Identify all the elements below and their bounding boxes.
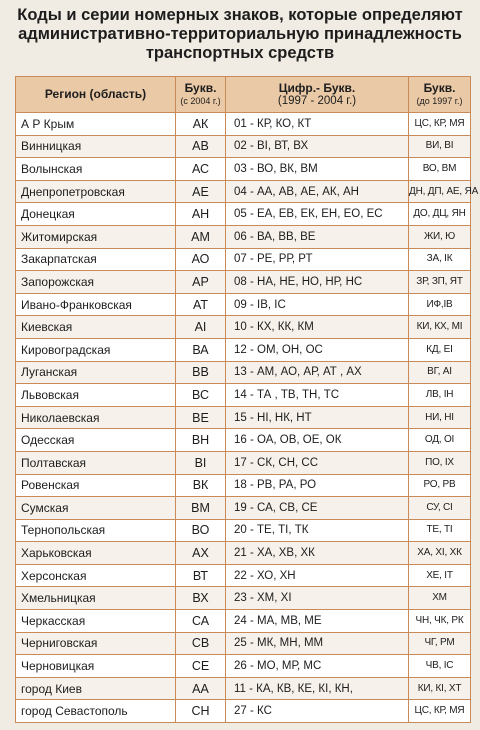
- table-row: [16, 158, 471, 181]
- table-row: [16, 677, 471, 700]
- header-old-sub: (до 1997 г.): [416, 95, 463, 106]
- old-series-cell: ИФ,ІВ: [409, 293, 471, 316]
- code-cell: СВ: [176, 632, 226, 655]
- code-cell: ВЕ: [176, 406, 226, 429]
- series-cell: 15 - НІ, НК, НТ: [226, 406, 409, 429]
- series-cell: 11 - КА, КВ, КЕ, КІ, КН,: [226, 677, 409, 700]
- code-cell: АА: [176, 677, 226, 700]
- table-row: [16, 429, 471, 452]
- table-row: [16, 316, 471, 339]
- title-line-2: административно-территориальную принадлежность: [18, 25, 462, 43]
- region-cell: Донецкая: [16, 203, 176, 226]
- region-cell: Сумская: [16, 497, 176, 520]
- old-series-cell: ЛВ, ІН: [409, 384, 471, 407]
- old-series-cell: СУ, СІ: [409, 497, 471, 520]
- region-cell: Черновицкая: [16, 655, 176, 678]
- code-cell: СА: [176, 610, 226, 633]
- code-cell: СЕ: [176, 655, 226, 678]
- series-cell: 20 - ТЕ, ТІ, ТК: [226, 519, 409, 542]
- header-digit-sub: (1997 - 2004 г.): [277, 94, 357, 107]
- old-series-cell: ВГ, АІ: [409, 361, 471, 384]
- code-cell: СН: [176, 700, 226, 723]
- region-cell: Харьковская: [16, 542, 176, 565]
- table-row: [16, 225, 471, 248]
- header-region: Регион (область): [16, 77, 176, 113]
- old-series-cell: ДН, ДП, АЕ, ЯА: [409, 180, 471, 203]
- old-series-cell: ДО, ДЦ, ЯН: [409, 203, 471, 226]
- code-cell: ВХ: [176, 587, 226, 610]
- code-cell: АВ: [176, 135, 226, 158]
- code-cell: ВО: [176, 519, 226, 542]
- plate-codes-table: [15, 76, 479, 723]
- code-cell: АО: [176, 248, 226, 271]
- series-cell: 12 - ОМ, ОН, ОС: [226, 338, 409, 361]
- region-cell: Ивано-Франковская: [16, 293, 176, 316]
- table-row: [16, 632, 471, 655]
- series-cell: 07 - РЕ, РР, РТ: [226, 248, 409, 271]
- series-cell: 10 - КХ, КК, КМ: [226, 316, 409, 339]
- series-cell: 22 - ХО, ХН: [226, 564, 409, 587]
- series-cell: 02 - ВІ, ВТ, ВХ: [226, 135, 409, 158]
- region-cell: Киевская: [16, 316, 176, 339]
- region-cell: Николаевская: [16, 406, 176, 429]
- page-title: [0, 6, 480, 63]
- region-cell: Днепропетровская: [16, 180, 176, 203]
- old-series-cell: ЖИ, Ю: [409, 225, 471, 248]
- code-cell: ВВ: [176, 361, 226, 384]
- header-old-letters: Букв. (до 1997 г.): [409, 77, 471, 113]
- old-series-cell: КИ, КХ, МІ: [409, 316, 471, 339]
- series-cell: 19 - СА, СВ, СЕ: [226, 497, 409, 520]
- old-series-cell: КД, ЕІ: [409, 338, 471, 361]
- table-row: [16, 271, 471, 294]
- code-cell: ВК: [176, 474, 226, 497]
- table-row: [16, 203, 471, 226]
- code-cell: АР: [176, 271, 226, 294]
- old-series-cell: ЦС, КР, МЯ: [409, 113, 471, 136]
- region-cell: Тернопольская: [16, 519, 176, 542]
- old-series-cell: ВО, ВМ: [409, 158, 471, 181]
- code-cell: ВТ: [176, 564, 226, 587]
- series-cell: 09 - ІВ, ІС: [226, 293, 409, 316]
- old-series-cell: ПО, ІХ: [409, 451, 471, 474]
- table-row: [16, 519, 471, 542]
- series-cell: 06 - ВА, ВВ, ВЕ: [226, 225, 409, 248]
- series-cell: 03 - ВО, ВК, ВМ: [226, 158, 409, 181]
- region-cell: Житомирская: [16, 225, 176, 248]
- series-cell: 13 - АМ, АО, АР, АТ , АХ: [226, 361, 409, 384]
- code-cell: ВМ: [176, 497, 226, 520]
- table-row: [16, 564, 471, 587]
- series-cell: 05 - ЕА, ЕВ, ЕК, ЕН, ЕО, ЕС: [226, 203, 409, 226]
- old-series-cell: ЗР, ЗП, ЯТ: [409, 271, 471, 294]
- table-row: [16, 451, 471, 474]
- table-row: [16, 497, 471, 520]
- table-row: [16, 542, 471, 565]
- region-cell: Запорожская: [16, 271, 176, 294]
- old-series-cell: ВИ, ВІ: [409, 135, 471, 158]
- region-cell: Кировоградская: [16, 338, 176, 361]
- code-cell: АТ: [176, 293, 226, 316]
- region-cell: Херсонская: [16, 564, 176, 587]
- table-row: [16, 384, 471, 407]
- region-cell: Хмельницкая: [16, 587, 176, 610]
- code-cell: ВА: [176, 338, 226, 361]
- series-cell: 17 - СК, СН, СС: [226, 451, 409, 474]
- table-row: [16, 135, 471, 158]
- series-cell: 14 - ТА , ТВ, ТН, ТС: [226, 384, 409, 407]
- code-cell: АМ: [176, 225, 226, 248]
- table-row: [16, 610, 471, 633]
- region-cell: город Киев: [16, 677, 176, 700]
- series-cell: 16 - ОА, ОВ, ОЕ, ОК: [226, 429, 409, 452]
- region-cell: Одесская: [16, 429, 176, 452]
- code-cell: АС: [176, 158, 226, 181]
- region-cell: Черкасская: [16, 610, 176, 633]
- region-cell: Волынская: [16, 158, 176, 181]
- series-cell: 23 - ХМ, ХІ: [226, 587, 409, 610]
- title-line-3: транспортных средств: [145, 44, 335, 62]
- region-cell: Черниговская: [16, 632, 176, 655]
- old-series-cell: ХЕ, ІТ: [409, 564, 471, 587]
- code-cell: АХ: [176, 542, 226, 565]
- code-cell: АК: [176, 113, 226, 136]
- table-row: [16, 180, 471, 203]
- table-row: [16, 361, 471, 384]
- table-row: [16, 474, 471, 497]
- code-cell: АН: [176, 203, 226, 226]
- old-series-cell: ЧН, ЧК, РК: [409, 610, 471, 633]
- table-row: [16, 587, 471, 610]
- region-cell: Закарпатская: [16, 248, 176, 271]
- code-cell: ВС: [176, 384, 226, 407]
- old-series-cell: РО, РВ: [409, 474, 471, 497]
- series-cell: 26 - МО, МР, МС: [226, 655, 409, 678]
- code-cell: АЕ: [176, 180, 226, 203]
- region-cell: А Р Крым: [16, 113, 176, 136]
- table-row: [16, 655, 471, 678]
- series-cell: 24 - МА, МВ, МЕ: [226, 610, 409, 633]
- old-series-cell: ОД, ОІ: [409, 429, 471, 452]
- title-line-1: Коды и серии номерных знаков, которые определяют: [17, 6, 463, 24]
- region-cell: Львовская: [16, 384, 176, 407]
- region-cell: Луганская: [16, 361, 176, 384]
- series-cell: 25 - МК, МН, ММ: [226, 632, 409, 655]
- old-series-cell: ЦС, КР, МЯ: [409, 700, 471, 723]
- table-row: [16, 248, 471, 271]
- series-cell: 08 - НА, НЕ, НО, НР, НС: [226, 271, 409, 294]
- old-series-cell: НИ, НІ: [409, 406, 471, 429]
- old-series-cell: ЗА, ІК: [409, 248, 471, 271]
- table-row: [16, 406, 471, 429]
- header-digit-letters: Цифр.- Букв. (1997 - 2004 г.): [226, 77, 409, 113]
- table-row: [16, 338, 471, 361]
- table-row: [16, 700, 471, 723]
- region-cell: город Севастополь: [16, 700, 176, 723]
- series-cell: 18 - РВ, РА, РО: [226, 474, 409, 497]
- series-cell: 04 - АА, АВ, АЕ, АК, АН: [226, 180, 409, 203]
- old-series-cell: ЧВ, ІС: [409, 655, 471, 678]
- code-cell: ВІ: [176, 451, 226, 474]
- old-series-cell: ЧГ, РМ: [409, 632, 471, 655]
- old-series-cell: ХА, ХІ, ХК: [409, 542, 471, 565]
- table-row: [16, 293, 471, 316]
- code-cell: ВН: [176, 429, 226, 452]
- header-letters: Букв. (с 2004 г.): [176, 77, 226, 113]
- series-cell: 21 - ХА, ХВ, ХК: [226, 542, 409, 565]
- region-cell: Полтавская: [16, 451, 176, 474]
- series-cell: 01 - КР, КО, КТ: [226, 113, 409, 136]
- old-series-cell: ХМ: [409, 587, 471, 610]
- table-row: [16, 113, 471, 136]
- code-cell: АІ: [176, 316, 226, 339]
- table-header-row: [16, 77, 471, 113]
- region-cell: Винницкая: [16, 135, 176, 158]
- old-series-cell: КИ, КІ, ХТ: [409, 677, 471, 700]
- region-cell: Ровенская: [16, 474, 176, 497]
- header-letters-sub: (с 2004 г.): [180, 95, 221, 106]
- series-cell: 27 - КС: [226, 700, 409, 723]
- old-series-cell: ТЕ, ТІ: [409, 519, 471, 542]
